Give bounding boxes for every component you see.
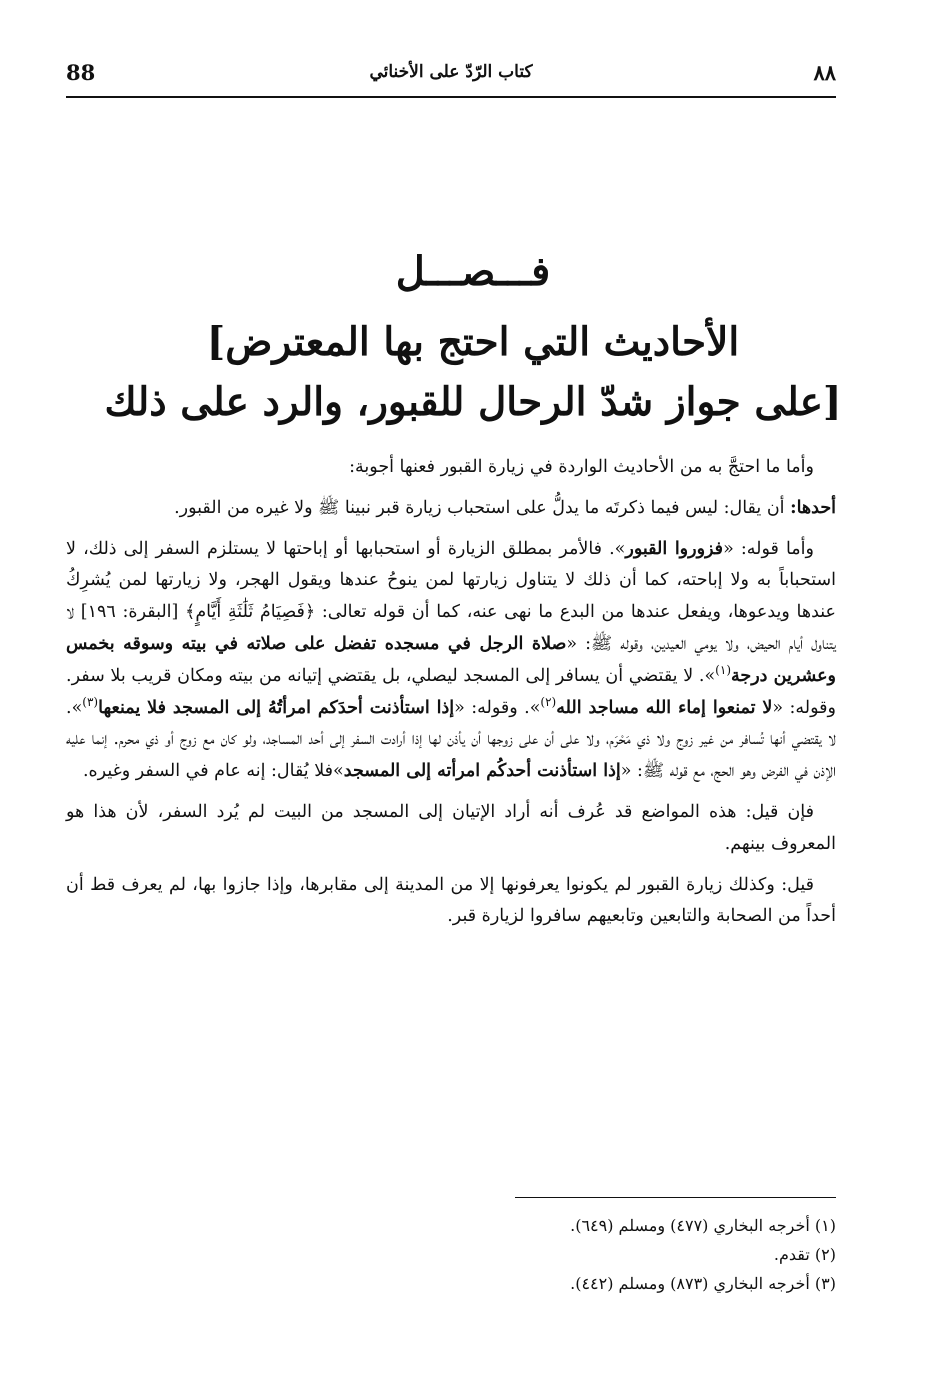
paragraph-5: قيل: وكذلك زيارة القبور لم يكونوا يعرفونها إلا من المدينة إلى مقابرها، وإذا جازوا بها، لم يعرف قط أن أحداً من الصحابة والتابعين وتابعيهم سافروا لزيارة قبر.	[66, 874, 836, 927]
text-run: وأما قوله: «	[723, 538, 814, 559]
section-title	[100, 312, 846, 432]
section-title-line-1: [الأحاديث التي احتج بها المعترض	[206, 319, 740, 365]
page-number-latin: 88	[66, 60, 96, 85]
quran-verse: فَصِيَامُ ثَلَٰثَةِ أَيَّامٍ	[195, 602, 305, 623]
hadith-quote: فزوروا القبور	[625, 538, 724, 559]
footnote-3: (٣) أخرجه البخاري (٨٧٣) ومسلم (٤٤٢).	[570, 1274, 836, 1293]
hadith-quote: إذا استأذنت أحدَكم امرأتُهُ إلى المسجد فلا يمنعها	[98, 697, 455, 718]
header-rule	[66, 96, 836, 98]
section-heading: فـــصـــل	[395, 248, 551, 295]
paragraph-2-text: أن يقال: ليس فيما ذكرتَه ما يدلُّ على استحباب زيارة قبر نبينا ﷺ ولا غيره من القبور.	[174, 497, 791, 518]
text-run: ». لا يقتضي أن يسافر إلى المسجد ليصلي، بل يقتضي إتيانه من بيته ومكان قريب بلا سفر. وقوله: «	[66, 665, 836, 718]
text-run: ﴾ [البقرة: ١٩٦] لا يتناول أيام الحيض، ولا يومي العيدين، وقوله ﷺ: «	[66, 602, 836, 654]
running-title: كتاب الرّدّ على الأخنائي	[369, 62, 533, 82]
footnotes	[66, 1211, 836, 1298]
page-number-arabic: ٨٨	[813, 60, 836, 85]
text-run: ». فالأمر بمطلق الزيارة أو استحبابها أو إباحتها لا يستلزم السفر إلى ذلك، لا استحباباً به ولا إباحته، كما أن ذلك لا يتناول زيارتها لمن ينوحُ عندها ويقول الهجر، ولا زيارتها لمن يُشرِكُ عندها ويدعوها، ويفعل عندها من البدع ما نهى عنه، كما أن قوله تعالى: ﴿	[66, 538, 836, 623]
hadith-quote: إذا استأذنت أحدكُم امرأته إلى المسجد	[343, 761, 621, 782]
text-run: »فلا يُقال: إنه عام في السفر وغيره.	[82, 761, 344, 782]
body-text	[66, 452, 836, 942]
paragraph-4: فإن قيل: هذه المواضع قد عُرف أنه أراد الإتيان إلى المسجد من البيت لم يُرد السفر، لأن هذا هو المعروف بينهم.	[66, 801, 836, 854]
hadith-quote: لا تمنعوا إماء الله مساجد الله	[556, 697, 773, 718]
footnote-ref[interactable]: (٣)	[82, 694, 99, 709]
paragraph-1: وأما ما احتجَّ به من الأحاديث الواردة في زيارة القبور فعنها أجوبة:	[349, 457, 814, 477]
section-title-line-2: على جواز شدّ الرحال للقبور، والرد على ذلك]	[104, 379, 842, 425]
footnote-ref[interactable]: (٢)	[540, 694, 557, 709]
footnote-2: (٢) تقدم.	[773, 1245, 836, 1264]
paragraph-2-lead: أحدها:	[790, 497, 836, 518]
page-header	[66, 58, 836, 98]
footnote-rule	[515, 1197, 836, 1198]
footnote-ref[interactable]: (١)	[715, 662, 731, 677]
paragraph-3	[66, 534, 836, 788]
text-run: ». لا يقتضي أنها تُسافر من غير زوج ولا ذي مَحْرَم، ولا على أن على زوجها أن يأذن لها إذا أرادت السفر إلى أحد المساجد، ولو كان مع زوج أو ذي محرم. إنما عليه الإذن في الفرض وهو الحج، مع قوله ﷺ: «	[66, 697, 836, 782]
text-run: ». وقوله: «	[454, 697, 541, 718]
paragraph-2	[66, 493, 836, 525]
hadith-quote: صلاة الرجل في مسجده تفضل على صلاته في بيته وسوقه بخمس وعشرين درجة	[66, 633, 837, 686]
footnote-1: (١) أخرجه البخاري (٤٧٧) ومسلم (٦٤٩).	[570, 1216, 836, 1235]
